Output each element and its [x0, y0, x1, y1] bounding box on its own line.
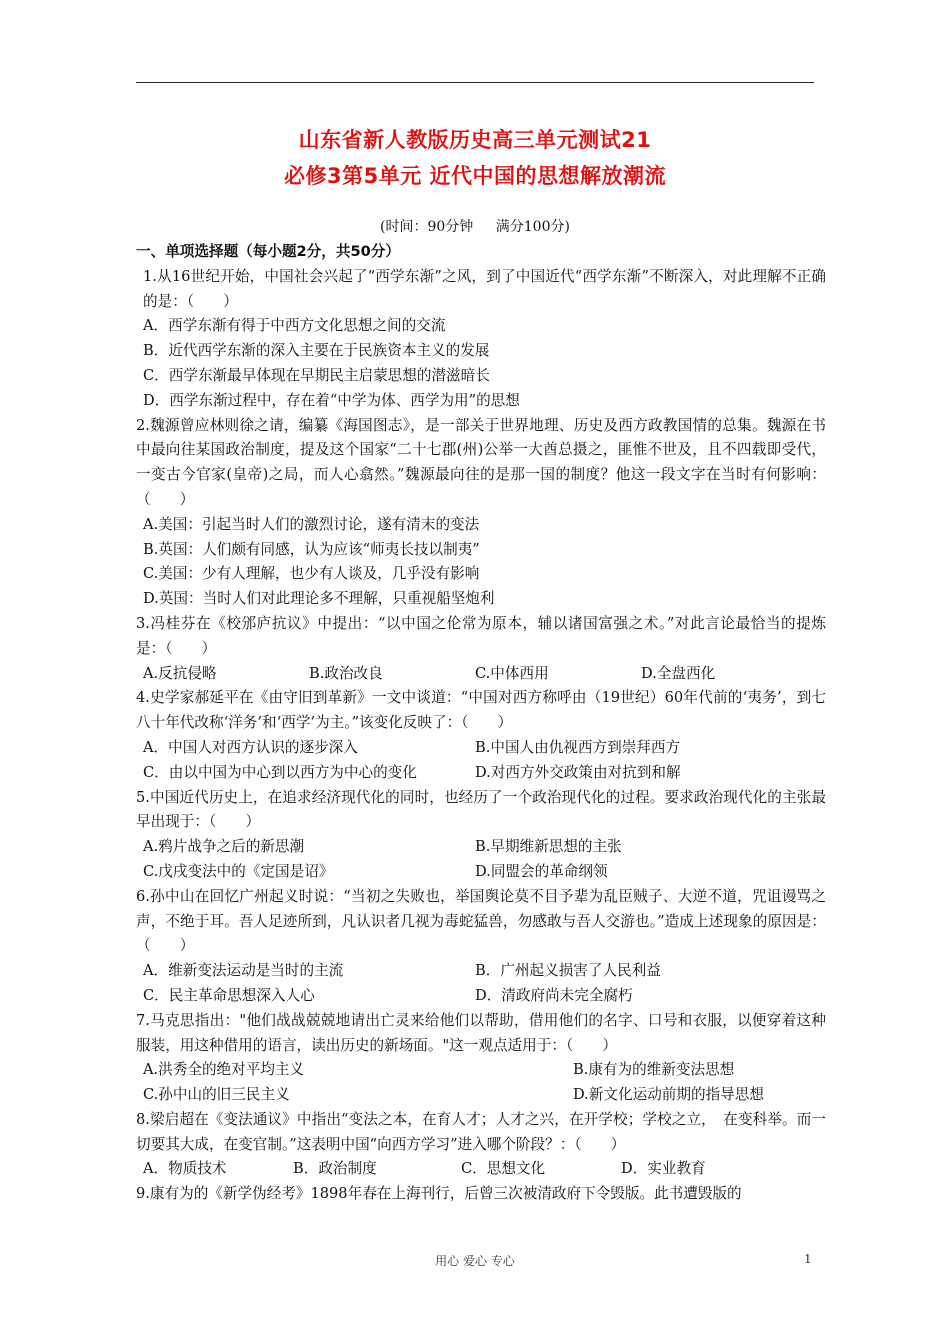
option-d: D．西学东渐过程中，存在着“中学为体、西学为用”的思想 — [143, 391, 520, 409]
question-stem: 4.史学家郝延平在《由守旧到革新》一文中谈道：“中国对西方称呼由（19世纪）60年代前的‘夷务’，到七八十年代改称‘洋务’和‘西学’为主。”该变化反映了：（ ） — [136, 689, 826, 732]
option-a: A．西学东渐有得于中西方文化思想之间的交流 — [143, 317, 446, 335]
option-c: C.戊戌变法中的《定国是诏》 — [143, 862, 334, 880]
question-6 — [136, 885, 826, 959]
option-a: A.洪秀全的绝对平均主义 — [143, 1061, 305, 1079]
exam-subtitle: 必修3第5单元 近代中国的思想解放潮流 — [283, 164, 667, 188]
options-row — [136, 662, 826, 687]
question-1 — [136, 265, 826, 315]
option-c: C．思想文化 — [461, 1160, 546, 1178]
question-stem: 1.从16世纪开始，中国社会兴起了“西学东渐”之风，到了中国近代“西学东渐”不断深入，对此理解不正确的是：（ ） — [143, 267, 826, 310]
page-number: 1 — [804, 1252, 812, 1266]
question-8 — [136, 1108, 826, 1158]
header-rule — [136, 82, 814, 83]
question-stem: 8.梁启超在《变法通议》中指出“变法之本，在育人才；人才之兴，在开学校；学校之立， 在变科举。而一切要其大成，在变官制。”这表明中国“向西方学习”进入哪个阶段？：（ ） — [136, 1110, 826, 1153]
question-5 — [136, 786, 826, 836]
options-row — [136, 860, 826, 885]
exam-title: 山东省新人教版历史高三单元测试21 — [298, 128, 652, 152]
option-a: A．物质技术 — [143, 1160, 227, 1178]
page-footer: 用心 爱心 专心 — [435, 1254, 515, 1268]
question-stem: 7.马克思指出："他们战战兢兢地请出亡灵来给他们以帮助，借用他们的名字、口号和衣服，以便穿着这种服装，用这种借用的语言，读出历史的新场面。"这一观点适用于：（ ） — [136, 1011, 826, 1054]
question-body — [136, 240, 826, 1207]
option-b: B.早期维新思想的主张 — [475, 838, 622, 856]
option-b: B.康有为的维新变法思想 — [573, 1061, 735, 1079]
option-d: D.全盘西化 — [641, 664, 716, 682]
option-a: A.鸦片战争之后的新思潮 — [143, 838, 305, 856]
option-d: D.新文化运动前期的指导思想 — [573, 1086, 764, 1104]
option-b: B．近代西学东渐的深入主要在于民族资本主义的发展 — [143, 342, 490, 360]
question-7 — [136, 1009, 826, 1059]
option-d: D.同盟会的革命纲领 — [475, 862, 608, 880]
question-stem: 3.冯桂芬在《校邠庐抗议》中提出：“以中国之伦常为原本，辅以诸国富强之术。”对此言论最恰当的提炼是：（ ） — [136, 614, 826, 657]
question-4 — [136, 686, 826, 736]
option-c: C．民主革命思想深入人心 — [143, 986, 315, 1004]
option-b: B．广州起义损害了人民利益 — [475, 962, 661, 980]
exam-score: 满分100分) — [495, 219, 570, 235]
question-2 — [136, 414, 826, 513]
option-b: B.英国：人们颇有同感，认为应该“师夷长技以制夷” — [143, 540, 480, 558]
options-row — [136, 1058, 826, 1083]
options-row — [136, 1157, 826, 1182]
exam-time: (时间：90分钟 — [380, 219, 474, 235]
option-c: C．西学东渐最早体现在早期民主启蒙思想的潜滋暗长 — [143, 366, 490, 384]
option-a: A．中国人对西方认识的逐步深入 — [143, 738, 358, 756]
option-c: C．由以中国为中心到以西方为中心的变化 — [143, 763, 417, 781]
option-d: D.英国：当时人们对此理论多不理解，只重视船坚炮利 — [143, 590, 495, 608]
option-b: B.中国人由仇视西方到崇拜西方 — [475, 738, 681, 756]
options-row — [136, 835, 826, 860]
section-heading: 一、单项选择题（每小题2分，共50分） — [136, 243, 400, 260]
option-b: B．政治制度 — [293, 1160, 377, 1178]
exam-meta — [0, 216, 950, 236]
options-row — [136, 761, 826, 786]
question-stem: 5.中国近代历史上，在追求经济现代化的同时，也经历了一个政治现代化的过程。要求政治现代化的主张最早出现于：（ ） — [136, 788, 826, 831]
option-a: A．维新变法运动是当时的主流 — [143, 962, 344, 980]
question-stem: 6.孙中山在回忆广州起义时说：“当初之失败也，举国舆论莫不目予辈为乱臣贼子、大逆不道，咒诅谩骂之声，不绝于耳。吾人足迹所到，凡认识者几视为毒蛇猛兽，勿感敢与吾人交游也。”造成上述现象的原因是：（ ） — [136, 887, 826, 955]
option-c: C.美国：少有人理解，也少有人谈及，几乎没有影响 — [143, 565, 480, 583]
options-row — [136, 984, 826, 1009]
options-row — [136, 736, 826, 761]
question-9: 9.康有为的《新学伪经考》1898年春在上海刊行，后曾三次被清政府下令毁版。此书遭毁版的 — [136, 1185, 742, 1203]
option-c: C.中体西用 — [475, 664, 549, 682]
option-c: C.孙中山的旧三民主义 — [143, 1086, 290, 1104]
question-3 — [136, 612, 826, 662]
question-stem: 2.魏源曾应林则徐之请，编纂《海国图志》，是一部关于世界地理、历史及西方政教国情的总集。魏源在书中最向往某国政治制度，提及这个国家“二十七郡(州)公举一大酋总摄之，匪惟不世及，且不四载即受代，一变古今官家(皇帝)之局，而人心翕然。”魏源最向往的是那一国的制度？他这一段文字在当时有何影响：（ ） — [136, 416, 826, 508]
options-row — [136, 1083, 826, 1108]
option-a: A.反抗侵略 — [143, 664, 217, 682]
option-d: D.对西方外交政策由对抗到和解 — [475, 763, 681, 781]
option-d: D．实业教育 — [621, 1160, 706, 1178]
option-d: D．清政府尚未完全腐朽 — [475, 986, 633, 1004]
options-row — [136, 959, 826, 984]
option-a: A.美国：引起当时人们的激烈讨论，遂有清末的变法 — [143, 515, 480, 533]
option-b: B.政治改良 — [309, 664, 383, 682]
